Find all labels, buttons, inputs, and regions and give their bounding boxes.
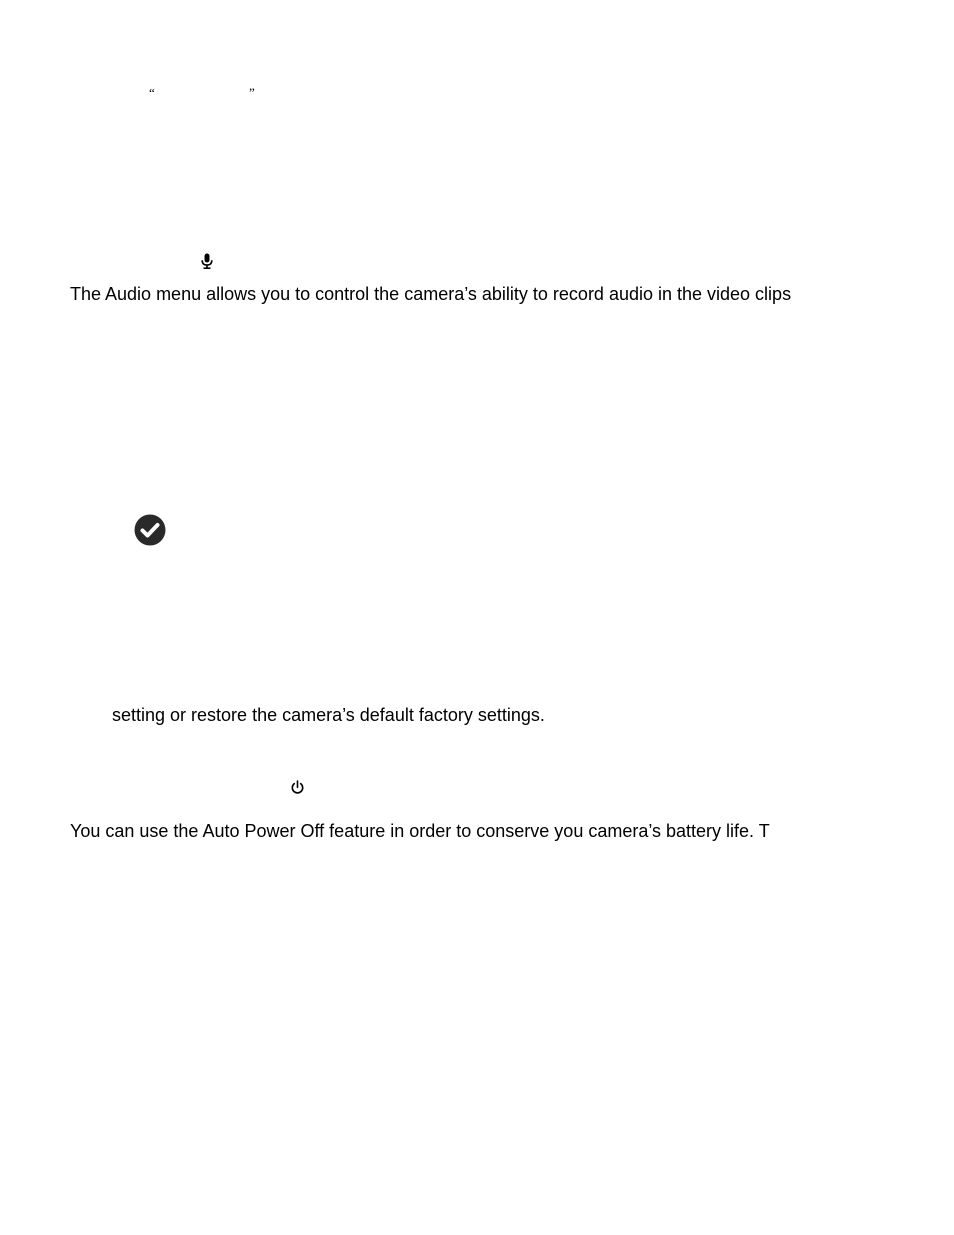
reset-description: setting or restore the camera’s default factory settings. — [112, 705, 545, 725]
auto-power-off-description: You can use the Auto Power Off feature in order to conserve you camera’s battery life. T — [70, 821, 770, 841]
microphone-icon — [200, 253, 214, 270]
open-quote-mark: “ — [149, 85, 155, 100]
power-icon — [290, 780, 305, 795]
checkmark-icon — [134, 514, 166, 546]
close-quote-mark: ” — [249, 85, 255, 100]
audio-description: The Audio menu allows you to control the camera’s ability to record audio in the video clips — [70, 284, 792, 304]
